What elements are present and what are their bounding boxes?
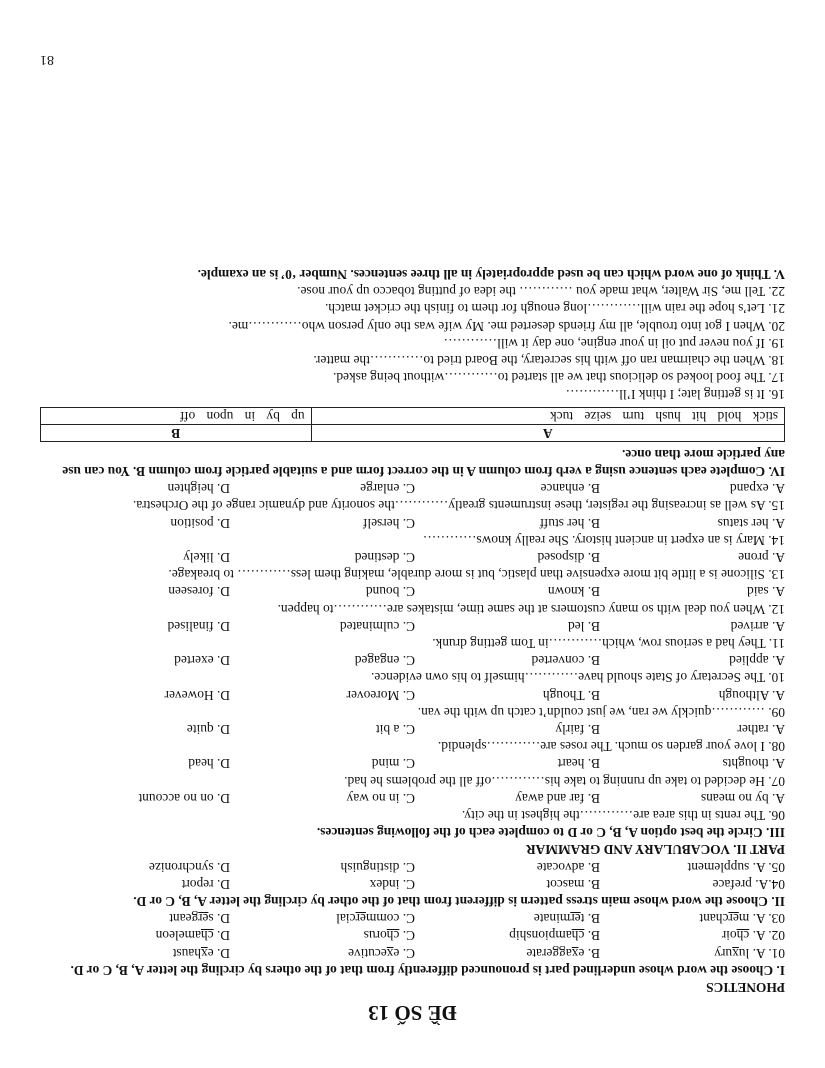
question-15 xyxy=(40,480,785,514)
sentence-19: 19. If you never put oil in your engine, one day it will………… xyxy=(443,335,785,351)
question-04 xyxy=(40,876,785,893)
option-b: B. converted xyxy=(531,653,600,669)
page-content xyxy=(40,266,785,1028)
sentence-21: 21. Let’s hope the rain will…………long enough for them to finish the cricket match. xyxy=(324,301,785,317)
option-d: D. head xyxy=(188,756,230,772)
option-a: A. said xyxy=(747,584,785,600)
option-a: A. by no means xyxy=(700,790,785,806)
option-c: C. index xyxy=(369,876,415,892)
option-c: C. engaged xyxy=(354,653,415,669)
part3-instruction: III. Circle the best option A, B, C or D to complete each of the following sentences. xyxy=(316,825,785,841)
option-a: A. rather xyxy=(737,721,785,737)
option-d: D. quite xyxy=(186,721,230,737)
part2-instruction: II. Choose the word whose main stress pattern is different from that of the other by circling the letter A, B, C or D. xyxy=(133,893,785,909)
option-b: B. championship xyxy=(509,928,600,944)
question-stem: 09. …………quickly we ran, we just couldn’t catch up with the van. xyxy=(417,704,785,720)
option-b: B. exaggerate xyxy=(526,945,600,961)
part4-instruction: IV. Complete each sentence using a verb from column A in the correct form and a suitable particle from column B. You can use any particle more than once. xyxy=(62,446,785,479)
option-d: D. However xyxy=(164,687,230,703)
option-d: D. likely xyxy=(183,549,230,565)
option-d: D. exerted xyxy=(174,653,230,669)
option-b: B. terminate xyxy=(533,911,600,927)
page-number: 81 xyxy=(40,52,54,67)
option-b: B. advocate xyxy=(536,859,600,875)
part5-instruction: V. Think of one word which can be used appropriately in all three sentences. Number ‘0’ is an example. xyxy=(197,267,785,283)
option-b: B. led xyxy=(568,618,600,634)
part1-instruction: I. Choose the word whose underlined part is pronounced differently from that of the others by circling the letter A, B, C or D. xyxy=(70,962,785,978)
sentence-17: 17. The food looked so delicious that we all started to…………without being asked. xyxy=(333,370,785,386)
option-c: C. distinguish xyxy=(340,859,415,875)
option-b: B. heart xyxy=(557,756,600,772)
question-12 xyxy=(40,583,785,617)
question-stem: 13. Silicone is a little bit more expensive than plastic, but is more durable, making them less………… to breakage. xyxy=(168,567,785,583)
question-stem: 07. He decided to take up running to take his…………off all the problems he had. xyxy=(344,773,785,789)
question-06 xyxy=(40,790,785,824)
question-14 xyxy=(40,514,785,548)
option-c: C. herself xyxy=(362,515,415,531)
option-b: B. disposed xyxy=(537,549,600,565)
question-stem: 15. As well as increasing the register, these instruments greatly…………the sonority and dynamic range of the Orchestra. xyxy=(132,498,785,514)
option-c: C. mind xyxy=(371,756,415,772)
option-a: A. prone xyxy=(738,549,785,565)
phonetics-heading: PHONETICS xyxy=(706,980,785,995)
option-c: C. executive xyxy=(348,945,415,961)
option-a: 02. A. choir xyxy=(721,928,785,944)
question-07 xyxy=(40,755,785,789)
sentence-20: 20. When I got into trouble, all my friends deserted me. My wife was the only person who…………me. xyxy=(228,318,785,334)
option-c: C. a bit xyxy=(375,721,415,737)
option-a: A. applied xyxy=(729,653,785,669)
option-c: C. in no way xyxy=(346,790,415,806)
option-d: D. sergeant xyxy=(169,911,230,927)
question-03 xyxy=(40,910,785,927)
question-stem: 10. The Secretary of State should have…………himself to his own evidence. xyxy=(370,670,785,686)
option-d: D. on no account xyxy=(138,790,230,806)
option-d: D. finalised xyxy=(167,618,230,634)
option-a: A. thoughts xyxy=(722,756,785,772)
question-11 xyxy=(40,618,785,652)
option-d: D. report xyxy=(181,876,230,892)
option-a: A. expand xyxy=(729,481,785,497)
question-08 xyxy=(40,721,785,755)
question-09 xyxy=(40,686,785,720)
option-c: C. Moreover xyxy=(346,687,415,703)
question-13 xyxy=(40,549,785,583)
sentence-16: 16. It is getting late; I think I’ll………… xyxy=(565,387,785,403)
option-a: 05. A. supplement xyxy=(687,859,785,875)
option-b: B. fairly xyxy=(555,721,600,737)
sentence-22: 22. Tell me, Sir Walter, what made you ………… the idea of putting tobacco up your nose. xyxy=(297,284,785,300)
option-a: 04.A. preface xyxy=(712,876,785,892)
question-stem: 11. They had a serious row, which…………in Tom getting drunk. xyxy=(432,635,785,651)
option-b: B. Though xyxy=(542,687,600,703)
column-b-header: B xyxy=(41,425,312,442)
question-stem: 06. The rents in this area are…………the highest in the city. xyxy=(461,807,785,823)
option-c: C. chorus xyxy=(363,928,415,944)
option-c: C. commercial xyxy=(336,911,415,927)
option-d: D. heighten xyxy=(167,481,230,497)
option-d: D. foreseen xyxy=(168,584,230,600)
option-c: C. destined xyxy=(354,549,415,565)
question-stem: 14. Mary is an expert in ancient history. She really knows………… xyxy=(422,532,785,548)
option-b: B. far and away xyxy=(515,790,600,806)
column-a-words: stick hold hit hush turn seize tuck xyxy=(311,408,784,425)
option-a: A. Although xyxy=(718,687,785,703)
option-c: C. enlarge xyxy=(360,481,415,497)
question-01 xyxy=(40,944,785,961)
option-a: A. her status xyxy=(717,515,785,531)
option-c: C. culminated xyxy=(339,618,415,634)
option-b: B. enhance xyxy=(540,481,600,497)
question-05 xyxy=(40,858,785,875)
option-b: B. mascot xyxy=(546,876,600,892)
option-a: A. arrived xyxy=(730,618,785,634)
option-b: B. her stuff xyxy=(539,515,600,531)
option-d: D. position xyxy=(170,515,230,531)
verb-particle-table xyxy=(40,408,785,443)
question-stem: 08. I love your garden so much. The roses are…………splendid. xyxy=(437,739,785,755)
option-a: 03. A. merchant xyxy=(699,911,785,927)
option-c: C. bound xyxy=(365,584,415,600)
page-title: ĐỀ SỐ 13 xyxy=(368,1001,457,1025)
sentence-18: 18. When the chairman ran off with his secretary, the Board tried to…………the matter. xyxy=(313,353,785,369)
vocab-heading: PART II. VOCABULARY AND GRAMMAR xyxy=(525,842,785,858)
option-b: B. known xyxy=(547,584,600,600)
option-d: D. chameleon xyxy=(155,928,230,944)
question-stem: 12. When you deal with so many customers at the same time, mistakes are…………to happen. xyxy=(277,601,785,617)
option-d: D. synchronize xyxy=(148,859,230,875)
column-b-words: up by in upon off xyxy=(41,408,312,425)
option-a: 01. A. luxury xyxy=(714,945,785,961)
question-02 xyxy=(40,927,785,944)
option-d: D. exhaust xyxy=(172,945,230,961)
column-a-header: A xyxy=(311,425,784,442)
question-10 xyxy=(40,652,785,686)
